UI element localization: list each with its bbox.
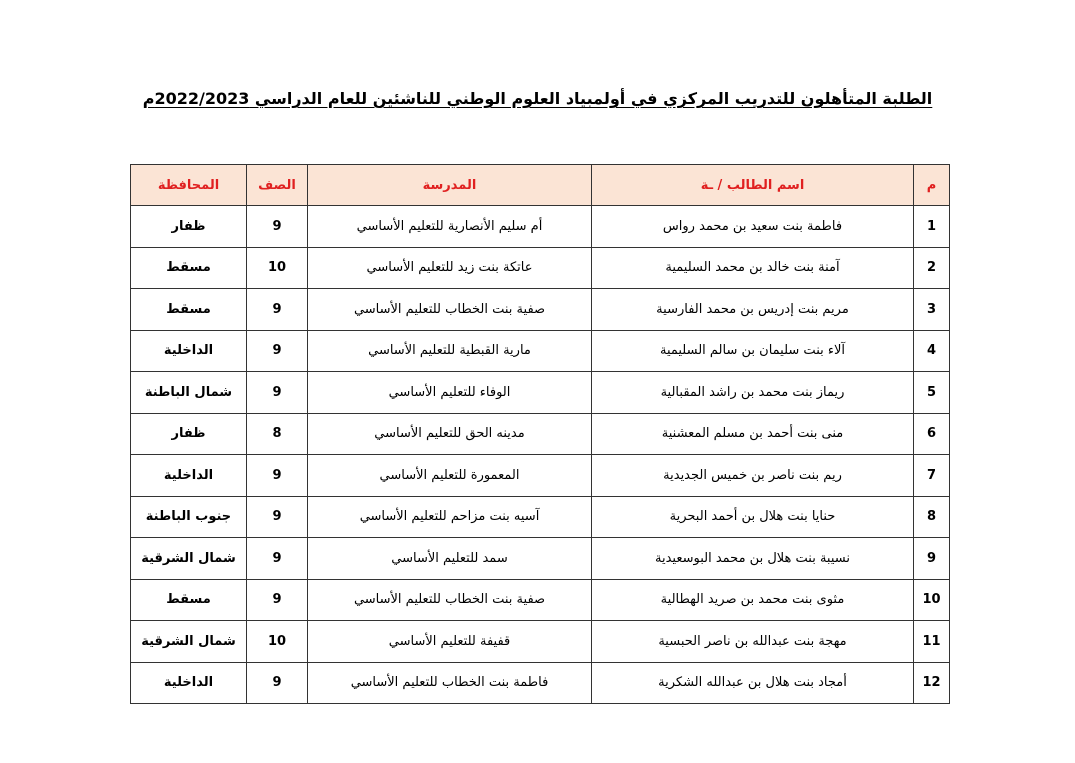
row-name: آمنة بنت خالد بن محمد السليمية bbox=[592, 247, 914, 289]
header-grade: الصف bbox=[247, 165, 308, 206]
table-body bbox=[131, 206, 950, 704]
header-name: اسم الطالب / ـة bbox=[592, 165, 914, 206]
row-governorate: ظفار bbox=[131, 206, 247, 248]
row-governorate: مسقط bbox=[131, 579, 247, 621]
row-governorate: الداخلية bbox=[131, 662, 247, 704]
row-grade: 8 bbox=[247, 413, 308, 455]
table-row bbox=[131, 621, 950, 663]
row-num: 12 bbox=[914, 662, 950, 704]
row-school: المعمورة للتعليم الأساسي bbox=[308, 455, 592, 497]
row-name: منى بنت أحمد بن مسلم المعشنية bbox=[592, 413, 914, 455]
row-school: قفيفة للتعليم الأساسي bbox=[308, 621, 592, 663]
row-school: آسيه بنت مزاحم للتعليم الأساسي bbox=[308, 496, 592, 538]
row-name: مثوى بنت محمد بن صريد الهطالية bbox=[592, 579, 914, 621]
table-row bbox=[131, 579, 950, 621]
row-governorate: مسقط bbox=[131, 289, 247, 331]
row-school: أم سليم الأنصارية للتعليم الأساسي bbox=[308, 206, 592, 248]
row-school: فاطمة بنت الخطاب للتعليم الأساسي bbox=[308, 662, 592, 704]
table-row bbox=[131, 538, 950, 580]
table-row bbox=[131, 455, 950, 497]
row-governorate: شمال الشرقية bbox=[131, 621, 247, 663]
row-school: سمد للتعليم الأساسي bbox=[308, 538, 592, 580]
table-row bbox=[131, 206, 950, 248]
row-name: أمجاد بنت هلال بن عبدالله الشكرية bbox=[592, 662, 914, 704]
row-governorate: ظفار bbox=[131, 413, 247, 455]
row-governorate: شمال الشرقية bbox=[131, 538, 247, 580]
row-name: ريم بنت ناصر بن خميس الجديدية bbox=[592, 455, 914, 497]
row-governorate: جنوب الباطنة bbox=[131, 496, 247, 538]
row-num: 9 bbox=[914, 538, 950, 580]
row-num: 6 bbox=[914, 413, 950, 455]
row-grade: 9 bbox=[247, 538, 308, 580]
row-governorate: الداخلية bbox=[131, 330, 247, 372]
table-row bbox=[131, 289, 950, 331]
row-name: ريماز بنت محمد بن راشد المقبالية bbox=[592, 372, 914, 414]
row-school: الوفاء للتعليم الأساسي bbox=[308, 372, 592, 414]
table-row bbox=[131, 247, 950, 289]
page-title-container bbox=[0, 89, 1075, 108]
row-school: صفية بنت الخطاب للتعليم الأساسي bbox=[308, 579, 592, 621]
row-name: آلاء بنت سليمان بن سالم السليمية bbox=[592, 330, 914, 372]
row-grade: 9 bbox=[247, 289, 308, 331]
row-grade: 10 bbox=[247, 247, 308, 289]
row-school: مارية القبطية للتعليم الأساسي bbox=[308, 330, 592, 372]
row-num: 11 bbox=[914, 621, 950, 663]
row-governorate: الداخلية bbox=[131, 455, 247, 497]
row-grade: 10 bbox=[247, 621, 308, 663]
row-num: 10 bbox=[914, 579, 950, 621]
row-grade: 9 bbox=[247, 662, 308, 704]
table-row bbox=[131, 662, 950, 704]
row-name: حنايا بنت هلال بن أحمد البحرية bbox=[592, 496, 914, 538]
row-grade: 9 bbox=[247, 455, 308, 497]
row-name: مريم بنت إدريس بن محمد الفارسية bbox=[592, 289, 914, 331]
row-num: 1 bbox=[914, 206, 950, 248]
row-name: فاطمة بنت سعيد بن محمد رواس bbox=[592, 206, 914, 248]
row-school: مدينه الحق للتعليم الأساسي bbox=[308, 413, 592, 455]
row-governorate: شمال الباطنة bbox=[131, 372, 247, 414]
students-table bbox=[130, 164, 950, 704]
row-grade: 9 bbox=[247, 579, 308, 621]
header-governorate: المحافظة bbox=[131, 165, 247, 206]
row-name: نسيبة بنت هلال بن محمد البوسعيدية bbox=[592, 538, 914, 580]
table-row bbox=[131, 413, 950, 455]
row-num: 2 bbox=[914, 247, 950, 289]
row-grade: 9 bbox=[247, 330, 308, 372]
table-header-row bbox=[131, 165, 950, 206]
row-grade: 9 bbox=[247, 206, 308, 248]
row-num: 3 bbox=[914, 289, 950, 331]
header-school: المدرسة bbox=[308, 165, 592, 206]
table-row bbox=[131, 372, 950, 414]
table-row bbox=[131, 330, 950, 372]
table-row bbox=[131, 496, 950, 538]
row-governorate: مسقط bbox=[131, 247, 247, 289]
row-num: 7 bbox=[914, 455, 950, 497]
row-school: عاتكة بنت زيد للتعليم الأساسي bbox=[308, 247, 592, 289]
row-num: 8 bbox=[914, 496, 950, 538]
row-num: 4 bbox=[914, 330, 950, 372]
page-title: الطلبة المتأهلون للتدريب المركزي في أولمبياد العلوم الوطني للناشئين للعام الدراسي 2022/2023م bbox=[142, 89, 933, 108]
row-school: صفية بنت الخطاب للتعليم الأساسي bbox=[308, 289, 592, 331]
row-name: مهجة بنت عبدالله بن ناصر الحبسية bbox=[592, 621, 914, 663]
row-num: 5 bbox=[914, 372, 950, 414]
header-num: م bbox=[914, 165, 950, 206]
row-grade: 9 bbox=[247, 496, 308, 538]
row-grade: 9 bbox=[247, 372, 308, 414]
